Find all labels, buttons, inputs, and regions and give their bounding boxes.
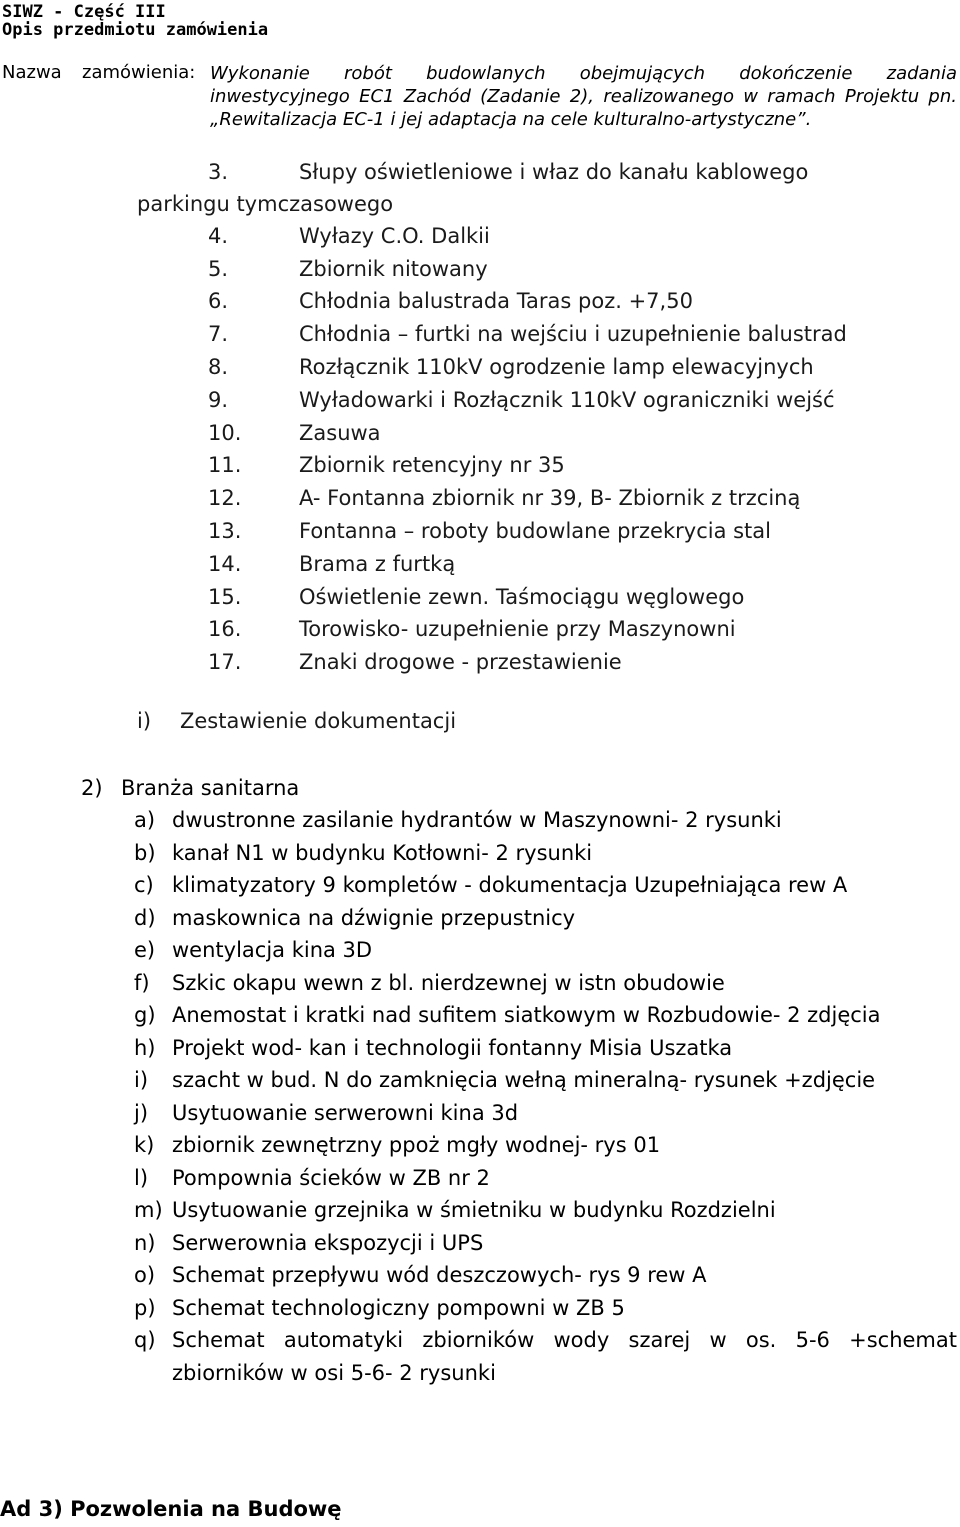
list-item [208,613,958,646]
list-item-text: maskownica na dźwignie przepustnicy [172,905,576,930]
list-item-number: 11. [208,453,242,478]
list-item-text: Usytuowanie grzejnika w śmietniku w budynku Rozdzielni [172,1198,776,1222]
list-item-text: szacht w bud. N do zamknięcia wełną mineralną- rysunek +zdjęcie [172,1068,876,1092]
order-name-label-word1: Nazwa [2,62,62,83]
document-header-title: SIWZ - Część III [2,2,166,22]
list-item-number: 13. [208,518,242,543]
list-item-text: Chłodnia – furtki na wejściu i uzupełnienie balustrad [299,322,847,347]
list-item [134,804,957,837]
list-item-number: 17. [208,650,242,675]
list-item [134,837,957,870]
list-item-number: 8. [208,354,229,379]
order-name-label [2,62,196,83]
list-item-text: Schemat przepływu wód deszczowych- rys 9 rew A [172,1263,707,1287]
list-item-text: Wyładowarki i Rozłącznik 110kV ograniczniki wejść [299,387,835,412]
list-item-label: b) [134,840,156,865]
section-heading: Branża sanitarna [121,776,300,800]
list-item-number: 16. [208,617,242,642]
list-item [208,318,958,351]
document-header-subtitle: Opis przedmiotu zamówienia [2,20,269,40]
list-item-text: Serwerownia ekspozycji i UPS [172,1230,484,1255]
list-item-text: A- Fontanna zbiornik nr 39, B- Zbiornik z trzciną [299,486,801,511]
list-item-number: 5. [208,256,229,281]
list-item-label: q) [134,1328,156,1352]
list-item-text: Oświetlenie zewn. Taśmociągu węglowego [299,584,745,609]
list-item-text: Zbiornik nitowany [299,256,488,281]
section-heading: Zestawienie dokumentacji [180,709,457,733]
list-item-text: Usytuowanie serwerowni kina 3d [172,1100,519,1125]
list-item [134,1292,957,1325]
list-item-label: a) [134,808,156,832]
list-item-number: 7. [208,322,229,347]
list-item-number: 15. [208,584,242,609]
list-item-text: Schemat automatyki zbiorników wody szarej w os. 5-6 +schemat zbiorników w osi 5-6- 2 rysunki [172,1328,957,1385]
list-item-text: klimatyzatory 9 kompletów - dokumentacja Uzupełniająca rew A [172,873,848,897]
list-item-number: 12. [208,486,242,511]
list-item-number: 14. [208,551,242,576]
list-item-text: Torowisko- uzupełnienie przy Maszynowni [299,617,736,642]
list-item [208,449,958,482]
list-item-label: k) [134,1133,155,1157]
list-item-text-continuation: parkingu tymczasowego [137,191,394,216]
list-item [134,1259,957,1292]
list-item [208,384,958,417]
list-item-label: o) [134,1263,156,1287]
list-item-text: Projekt wod- kan i technologii fontanny Misia Uszatka [172,1035,733,1060]
list-item-text: Zasuwa [299,420,381,445]
list-item-number: 4. [208,223,229,248]
list-item-label: f) [134,970,150,995]
section-label: 2) [81,776,103,800]
list-item-text: dwustronne zasilanie hydrantów w Maszynowni- 2 rysunki [172,808,782,832]
list-item [208,515,958,548]
list-item-label: p) [134,1295,156,1320]
list-item-number: 3. [208,160,229,184]
list-item-label: m) [134,1198,163,1222]
list-item [208,220,958,253]
next-section-heading: Ad 3) Pozwolenia na Budowę [0,1497,342,1521]
section-sanitary [81,772,300,804]
list-item [208,417,958,450]
list-item-text: wentylacja kina 3D [172,938,373,962]
list-item [134,1129,957,1162]
list-item-text: Słupy oświetleniowe i właz do kanału kablowego [299,160,809,184]
list-item-text: zbiornik zewnętrzny ppoż mgły wodnej- rys 01 [172,1133,661,1157]
list-item [134,934,957,967]
list-item-label: g) [134,1003,156,1027]
list-item [134,1227,957,1260]
list-item [134,967,957,1000]
order-name-text: Wykonanie robót budowlanych obejmujących dokończenie zadania inwestycyjnego EC1 Zachód (Zadanie 2), realizowanego w ramach Projektu pn. „Rewitalizacja EC-1 i jej adaptacja na cele kulturalno-artystyczne”. [210,63,957,130]
list-item-number: 10. [208,420,242,445]
list-item-label: n) [134,1230,156,1255]
list-item-text: Wyłazy C.O. Dalkii [299,223,490,248]
list-item [208,581,958,614]
list-item-text: Anemostat i kratki nad sufitem siatkowym w Rozbudowie- 2 zdjęcia [172,1003,881,1027]
list-item-label: e) [134,938,156,962]
list-item-label: j) [134,1100,149,1125]
list-item-text: Znaki drogowe - przestawienie [299,650,622,675]
order-name-label-word2: zamówienia: [82,62,196,83]
list-item-text: Chłodnia balustrada Taras poz. +7,50 [299,289,693,314]
list-item-text: Pompownia ścieków w ZB nr 2 [172,1165,490,1190]
list-item [208,285,958,318]
list-item [137,156,958,220]
list-item [208,482,958,515]
list-item [208,351,958,384]
list-item-text: Rozłącznik 110kV ogrodzenie lamp elewacyjnych [299,354,814,379]
list-item-label: l) [134,1165,149,1190]
list-item-label: d) [134,905,156,930]
list-item [208,253,958,286]
list-item-text: Schemat technologiczny pompowni w ZB 5 [172,1295,625,1320]
list-item-text: Zbiornik retencyjny nr 35 [299,453,565,478]
list-item-text: Szkic okapu wewn z bl. nierdzewnej w istn obudowie [172,970,725,995]
numbered-work-list [137,156,958,679]
list-item-text: kanał N1 w budynku Kotłowni- 2 rysunki [172,840,593,865]
list-item-label: h) [134,1035,156,1060]
sanitary-documents-list [134,804,957,1389]
list-item [134,1194,957,1227]
list-item [208,646,958,679]
list-item [134,1032,957,1065]
list-item [208,548,958,581]
list-item-text: Fontanna – roboty budowlane przekrycia stal [299,518,771,543]
list-item-text: Brama z furtką [299,551,456,576]
list-item-label: i) [134,1068,149,1092]
list-item [134,999,957,1032]
list-item [134,1064,957,1097]
list-item-number: 9. [208,387,229,412]
list-item [134,1097,957,1130]
list-item-number: 6. [208,289,229,314]
list-item [134,902,957,935]
list-item [134,1324,957,1389]
list-item [134,869,957,902]
list-item-label: c) [134,873,154,897]
list-item [134,1162,957,1195]
section-label: i) [137,709,152,733]
